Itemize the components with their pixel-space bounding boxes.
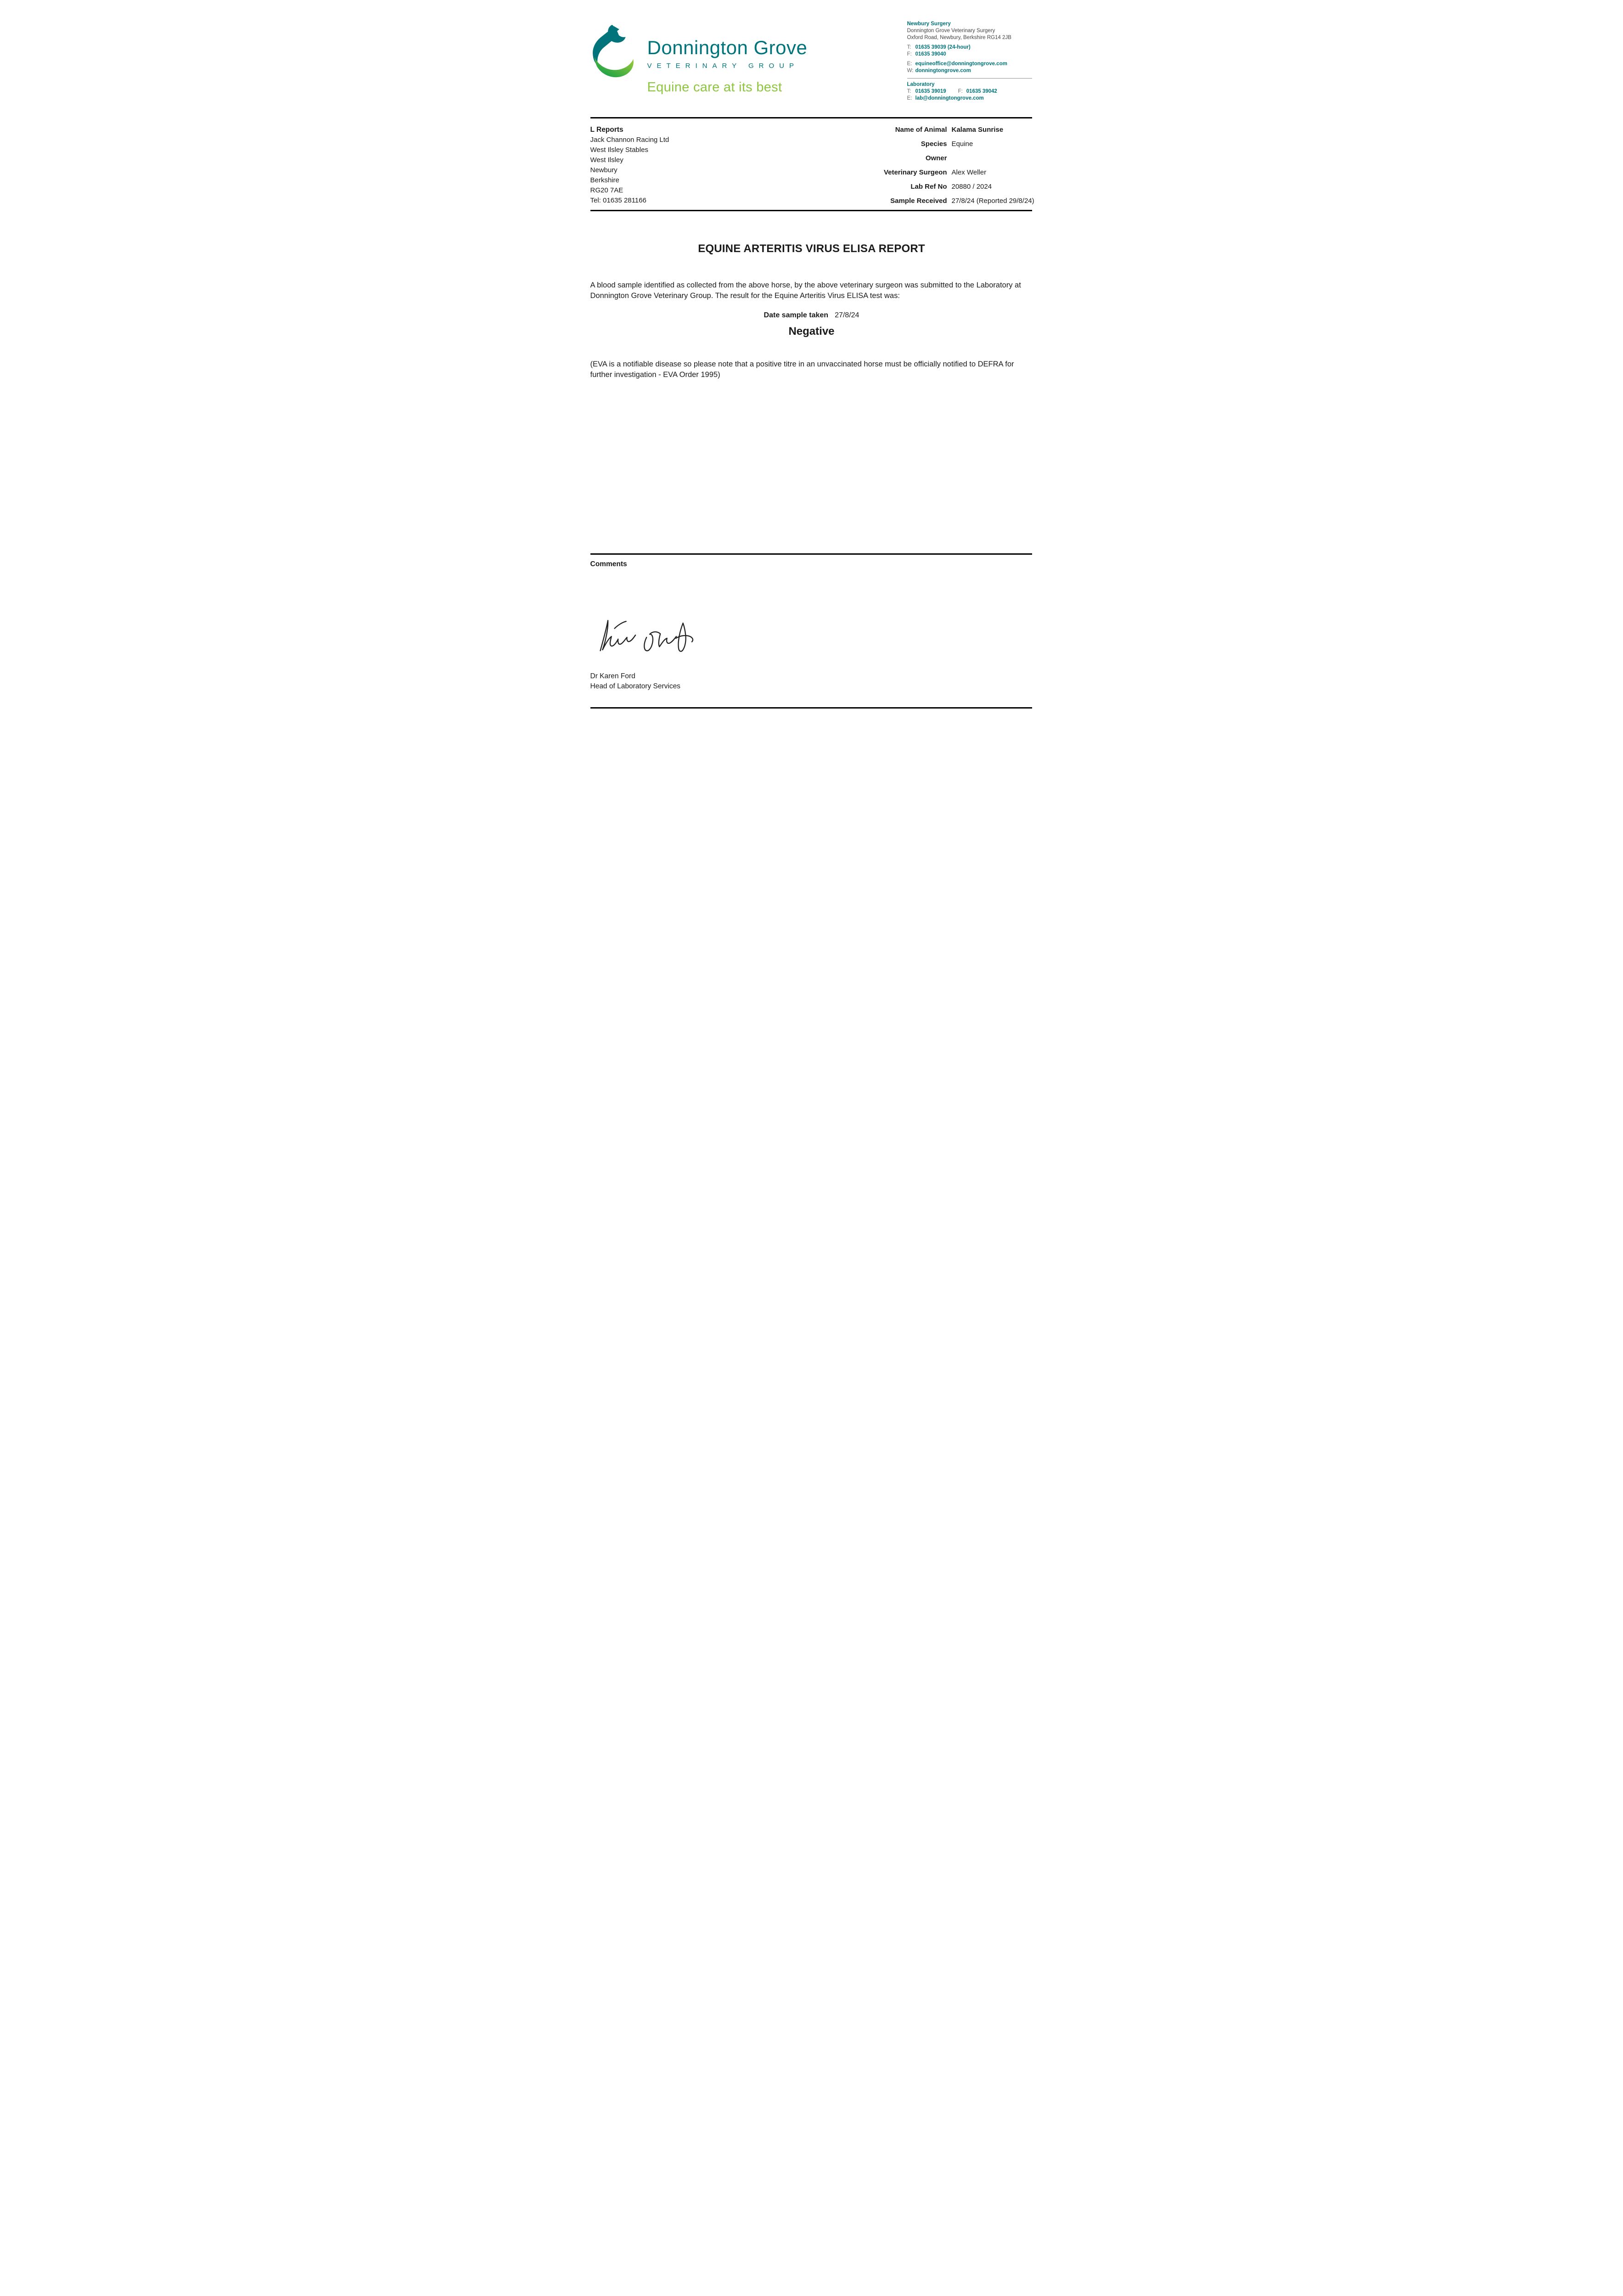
detail-row	[848, 154, 1032, 163]
addressee-line: RG20 7AE	[590, 186, 623, 194]
report-intro: A blood sample identified as collected from the above horse, by the above veterinary surgeon was submitted to the Laboratory at Donnington Grove Veterinary Group. The result for the Equine Arteritis Virus ELISA test was:	[590, 281, 1021, 300]
detail-value: Kalama Sunrise	[951, 126, 1004, 134]
surgery-email-row	[907, 61, 1032, 68]
animal-details	[848, 126, 1032, 211]
detail-label: Name of Animal	[895, 126, 947, 134]
lab-report-page	[559, 0, 1064, 715]
lab-phone-fax-row	[907, 88, 1032, 95]
brand-text	[647, 38, 808, 70]
test-result: Negative	[788, 325, 835, 338]
detail-value: 27/8/24 (Reported 29/8/24)	[951, 197, 1034, 205]
detail-row	[848, 169, 1032, 177]
detail-row	[848, 183, 1032, 191]
spacer	[946, 88, 958, 95]
addressee-name: L Reports	[590, 126, 623, 134]
surgery-web-row	[907, 68, 1032, 74]
detail-row	[848, 126, 1032, 134]
addressee-block	[590, 125, 669, 206]
lab-email-value: lab@donningtongrove.com	[915, 96, 984, 101]
handwritten-signature-icon	[594, 616, 705, 658]
lab-phone-value: 01635 39019	[915, 89, 946, 94]
addressee-line: Jack Channon Racing Ltd	[590, 136, 669, 144]
detail-row	[848, 197, 1032, 205]
comments-label: Comments	[590, 560, 627, 568]
signatory-name: Dr Karen Ford	[590, 672, 635, 680]
contact-divider	[907, 78, 1032, 79]
letterhead	[590, 18, 1032, 101]
date-sample-row	[559, 311, 1064, 320]
comments-divider	[590, 553, 1032, 555]
email-value: equineoffice@donningtongrove.com	[915, 61, 1007, 67]
fax-value: 01635 39040	[915, 51, 946, 57]
addressee-line: Newbury	[590, 166, 618, 174]
detail-label: Veterinary Surgeon	[883, 169, 947, 176]
horse-head-logo-icon	[590, 24, 636, 80]
lab-fax-value: 01635 39042	[966, 89, 997, 94]
notifiable-disease-note: (EVA is a notifiable disease so please note that a positive titre in an unvaccinated horse must be officially notified to DEFRA for further investigation - EVA Order 1995)	[590, 360, 1014, 379]
detail-label: Lab Ref No	[910, 183, 947, 191]
email-label: E:	[907, 61, 912, 67]
brand-subtitle: VETERINARY GROUP	[647, 62, 799, 70]
addressee-line: Tel: 01635 281166	[590, 197, 646, 204]
addressee-line: West Ilsley Stables	[590, 146, 648, 154]
date-sample-label: Date sample taken	[764, 311, 829, 319]
date-sample-value: 27/8/24	[835, 311, 859, 319]
detail-label: Species	[921, 140, 947, 148]
surgery-address: Oxford Road, Newbury, Berkshire RG14 2JB	[907, 35, 1011, 40]
detail-value: Equine	[951, 140, 973, 148]
surgery-org: Donnington Grove Veterinary Surgery	[907, 28, 995, 34]
fax-label: F:	[907, 51, 912, 57]
top-divider	[590, 117, 1032, 118]
phone-label: T:	[907, 45, 911, 50]
detail-value: 20880 / 2024	[951, 183, 992, 191]
detail-row	[848, 140, 1032, 148]
detail-label: Owner	[925, 154, 947, 162]
report-title: EQUINE ARTERITIS VIRUS ELISA REPORT	[698, 242, 925, 255]
web-label: W:	[907, 68, 914, 73]
lab-email-label: E:	[907, 96, 912, 101]
signatory-title: Head of Laboratory Services	[590, 682, 680, 690]
detail-value: Alex Weller	[951, 169, 987, 176]
web-value: donningtongrove.com	[915, 68, 971, 73]
lab-phone-label: T:	[907, 89, 911, 94]
newbury-surgery-title: Newbury Surgery	[907, 21, 951, 27]
contact-block	[907, 21, 1032, 102]
laboratory-title: Laboratory	[907, 82, 935, 87]
surgery-phone-row	[907, 44, 1032, 51]
addressee-line: Berkshire	[590, 176, 619, 184]
lab-email-row	[907, 95, 1032, 102]
phone-value: 01635 39039 (24-hour)	[915, 45, 971, 50]
brand-tagline: Equine care at its best	[647, 80, 782, 95]
surgery-fax-row	[907, 51, 1032, 58]
brand-name: Donnington Grove	[647, 37, 808, 58]
addressee-line: West Ilsley	[590, 156, 623, 164]
bottom-divider	[590, 707, 1032, 709]
signatory-block	[590, 671, 680, 692]
detail-label: Sample Received	[890, 197, 947, 205]
lab-fax-label: F:	[958, 89, 963, 94]
section-divider	[590, 210, 1032, 211]
